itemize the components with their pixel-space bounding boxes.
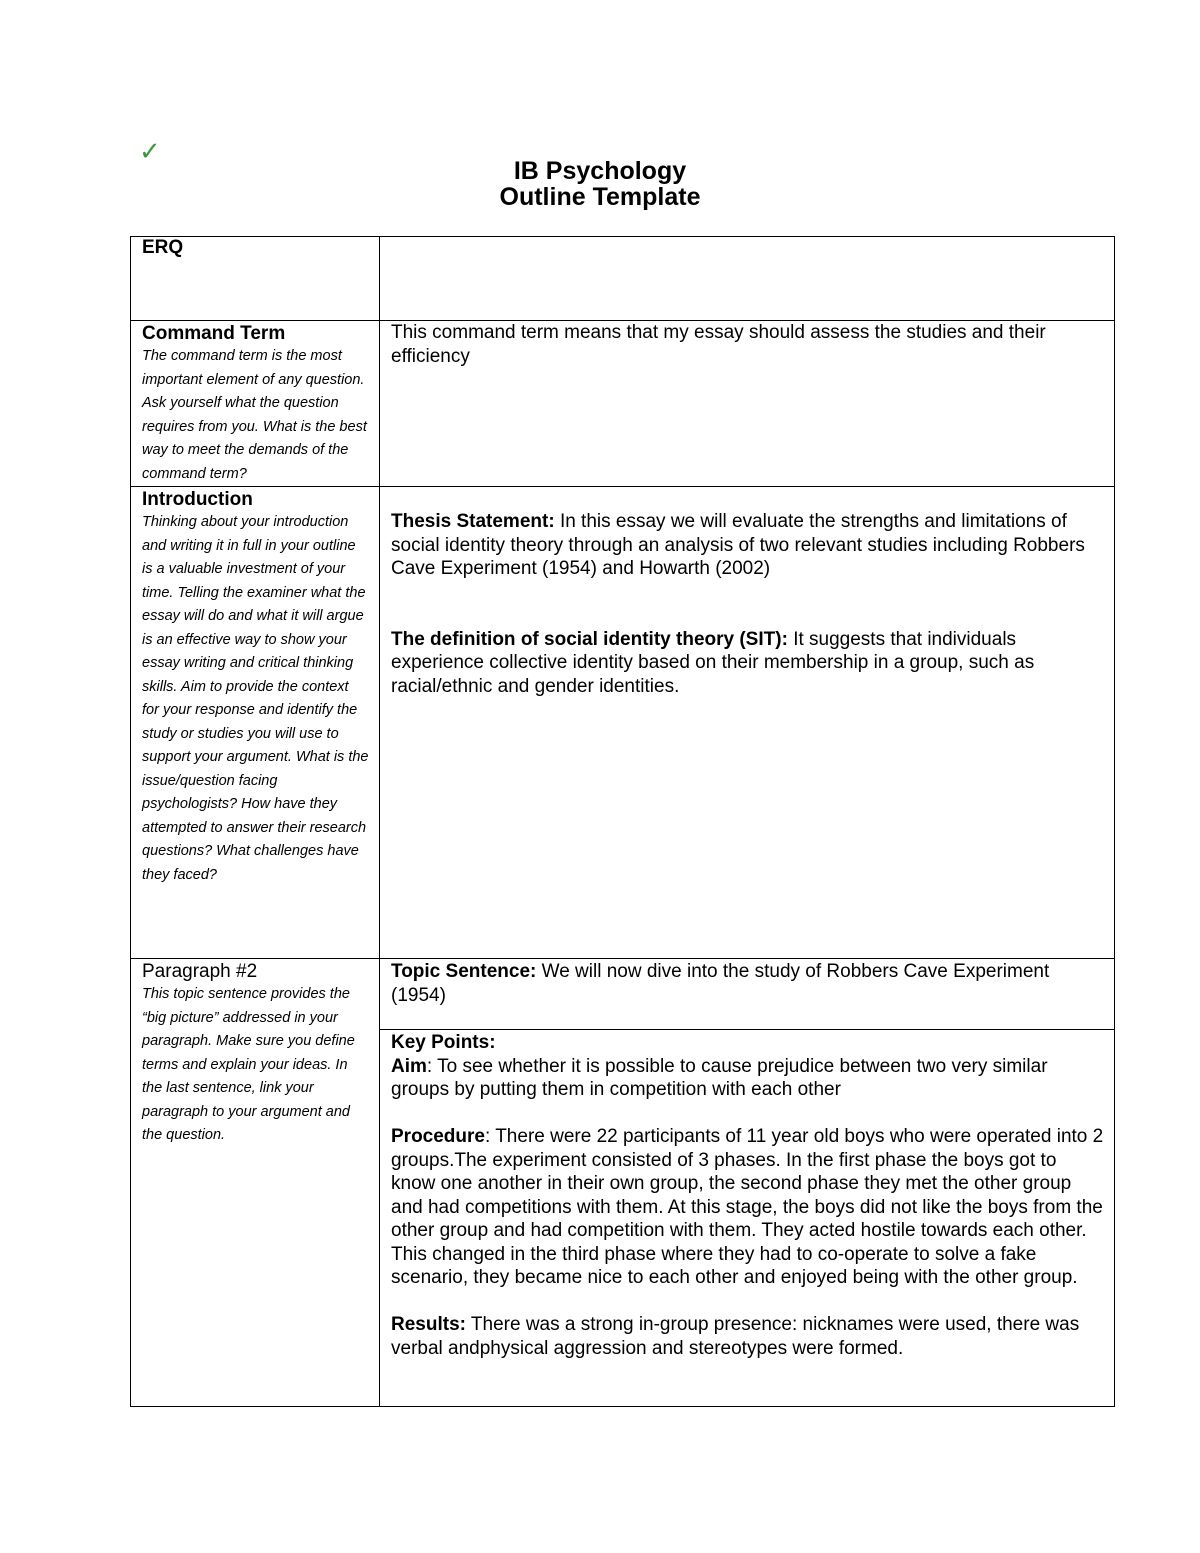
- results-text: There was a strong in-group presence: nicknames were used, there was verbal andphysical aggression and stereotypes were formed.: [391, 1314, 1080, 1359]
- command-term-label: Command Term: [142, 323, 286, 344]
- sit-definition: [391, 628, 1104, 699]
- results-label: Results:: [391, 1314, 466, 1335]
- definition-text: It suggests that individuals experience collective identity based on their membership in a group, such as racial/ethnic and gender identities.: [391, 628, 1035, 697]
- introduction-label-cell: [131, 487, 380, 959]
- command-term-content-cell[interactable]: [380, 321, 1115, 487]
- definition-label: The definition of social identity theory (SIT):: [391, 628, 788, 650]
- topic-sentence-cell[interactable]: [380, 959, 1115, 1030]
- procedure-label: Procedure: [391, 1126, 485, 1147]
- topic-label: Topic Sentence:: [391, 961, 537, 982]
- topic-text: We will now dive into the study of Robbers Cave Experiment (1954): [391, 961, 1050, 1006]
- introduction-label: Introduction: [142, 489, 253, 510]
- results: [391, 1313, 1104, 1360]
- thesis-label: Thesis Statement:: [391, 511, 555, 532]
- procedure: [391, 1125, 1104, 1290]
- topic-sentence: [380, 959, 1114, 1007]
- command-term-note: The command term is the most important element of any question. Ask yourself what the question requires from you. What is the best way to meet the demands of the command term?: [142, 348, 367, 482]
- command-term-row: [131, 321, 1115, 487]
- check-mark-icon: ✓: [139, 136, 161, 166]
- erq-content-cell[interactable]: [380, 237, 1115, 321]
- outline-table: [130, 236, 1115, 1407]
- key-points-cell[interactable]: [380, 1030, 1115, 1407]
- command-term-label-cell: [131, 321, 380, 487]
- erq-row: [131, 237, 1115, 321]
- aim-label: Aim: [391, 1055, 427, 1077]
- command-term-content: This command term means that my essay should assess the studies and their efficiency: [391, 322, 1046, 367]
- aim-text: : To see whether it is possible to cause prejudice between two very similar groups by putting them in competition with each other: [391, 1055, 1048, 1100]
- title-line-2: Outline Template: [499, 183, 701, 211]
- procedure-text: : There were 22 participants of 11 year old boys who were operated into 2 groups.The experiment consisted of 3 phases. In the first phase the boys got to know one another in their own group, the second phase they met the other group and had competitions with them. At this stage, the boys did not like the boys from the other group and had competition with them. They acted hostile towards each other. This changed in the third phase where they had to co-operate to solve a fake scenario, they became nice to each other and enjoyed being with the other group.: [391, 1126, 1104, 1288]
- paragraph2-label-cell: [131, 959, 380, 1407]
- key-points-label: Key Points:: [391, 1032, 496, 1053]
- paragraph2-label: Paragraph #2: [142, 961, 258, 982]
- erq-label: ERQ: [142, 237, 184, 258]
- thesis-statement: [391, 510, 1104, 581]
- paragraph2-row-topic: [131, 959, 1115, 1030]
- paragraph2-note: This topic sentence provides the “big picture” addressed in your paragraph. Make sure you define terms and explain your ideas. In the last sentence, link your paragraph to your argument and the question.: [142, 986, 355, 1143]
- erq-label-cell: [131, 237, 380, 321]
- aim: [391, 1055, 1104, 1102]
- title-line-1: IB Psychology: [513, 157, 687, 185]
- introduction-note: Thinking about your introduction and writing it in full in your outline is a valuable investment of your time. Telling the examiner what the essay will do and what it will argue is an effective way to show your essay writing and critical thinking skills. Aim to provide the context for your response and identify the study or studies you will use to support your argument. What is the issue/question facing psychologists? How have they attempted to answer their research questions? What challenges have they faced?: [142, 514, 369, 883]
- document-title: [0, 158, 1200, 210]
- introduction-content-cell[interactable]: [380, 487, 1115, 959]
- thesis-text: In this essay we will evaluate the strengths and limitations of social identity theory through an analysis of two relevant studies including Robbers Cave Experiment (1954) and Howarth (2002): [391, 511, 1085, 579]
- introduction-row: [131, 487, 1115, 959]
